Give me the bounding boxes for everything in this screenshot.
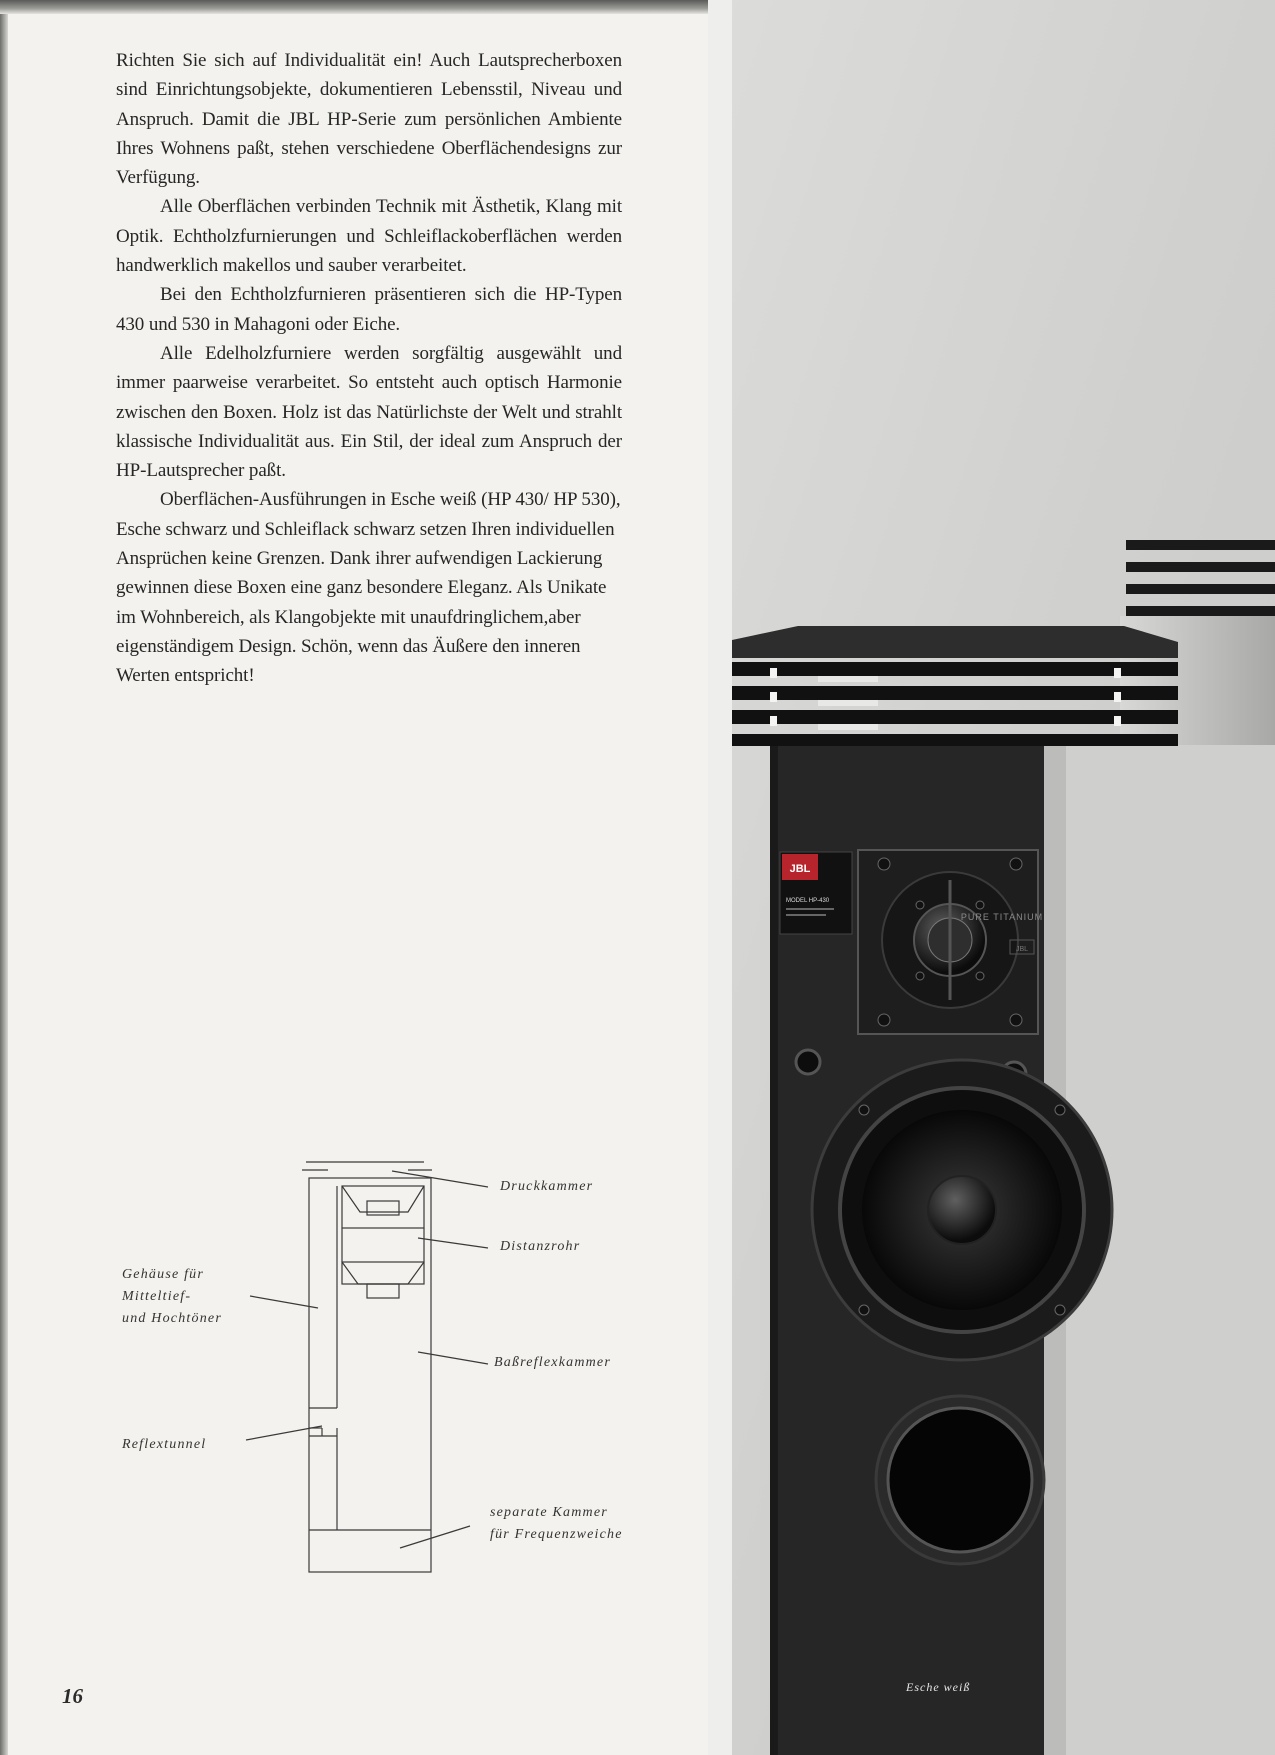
paragraph-4: Alle Edelholzfurniere werden sorgfältig ausgewählt und immer paarweise verarbeitet. So entsteht auch optisch Harmonie zwischen den Boxen. Holz ist das Natürlichste der Welt und strahlt klassische Individualität aus. Ein Stil, der ideal zum Anspruch der HP-Lautsprecher paßt. [116, 342, 622, 482]
paragraph-3: Bei den Echtholzfurnieren präsentieren sich die HP-Typen 430 und 530 in Mahagoni oder Eiche. [116, 284, 622, 335]
label-gehaeuse-line-1: Gehäuse für [122, 1267, 205, 1282]
paragraph-2: Alle Oberflächen verbinden Technik mit Ästhetik, Klang mit Optik. Echtholzfurnierungen und Schleiflackoberflächen werden handwerklich makellos und sauber verarbeitet. [116, 196, 622, 277]
label-bassreflex: Baßreflexkammer [494, 1355, 611, 1370]
label-reflextunnel: Reflextunnel [122, 1437, 207, 1452]
paragraph-1: Richten Sie sich auf Individualität ein! Auch Lautsprecherboxen sind Einrichtungsobjekte, dokumentieren Lebensstil, Niveau und Anspruch. Damit die JBL HP-Serie zum persönlichen Ambiente Ihres Wohnens paßt, stehen verschiedene Oberflächendesigns zur Verfügung. [116, 50, 622, 189]
label-separate-kammer [490, 1502, 623, 1546]
tweeter-brand: JBL [1015, 946, 1029, 953]
label-distanzrohr: Distanzrohr [500, 1239, 581, 1254]
scan-left-edge [0, 14, 8, 1755]
paragraph-5: Oberflächen-Ausführungen in Esche weiß (HP 430/ HP 530), Esche schwarz und Schleiflack schwarz setzen Ihren individuellen Ansprüchen keine Grenzen. Dank ihrer aufwendigen Lackierung gewinnen diese Boxen eine ganz besondere Eleganz. Als Unikate im Wohnbereich, als Klangobjekte mit unaufdringlichem,aber eigenständigem Design. Schön, wenn das Äußere den inneren Werten entspricht! [116, 489, 621, 687]
label-separate-line-1: separate Kammer [490, 1505, 608, 1520]
photo-caption: Esche weiß [906, 1680, 971, 1694]
label-druckkammer: Druckkammer [500, 1179, 594, 1194]
label-gehaeuse-line-3: und Hochtöner [122, 1311, 222, 1326]
tweeter-label: PURE TITANIUM [960, 912, 1044, 922]
badge-model: MODEL HP-430 [786, 898, 830, 904]
body-text [116, 46, 622, 691]
label-gehaeuse [122, 1264, 222, 1330]
badge-brand: JBL [789, 863, 811, 875]
speaker-photo [708, 0, 1275, 1755]
label-separate-line-2: für Frequenzweiche [490, 1527, 623, 1542]
page-number: 16 [62, 1684, 83, 1708]
label-gehaeuse-line-2: Mitteltief- [122, 1289, 192, 1304]
